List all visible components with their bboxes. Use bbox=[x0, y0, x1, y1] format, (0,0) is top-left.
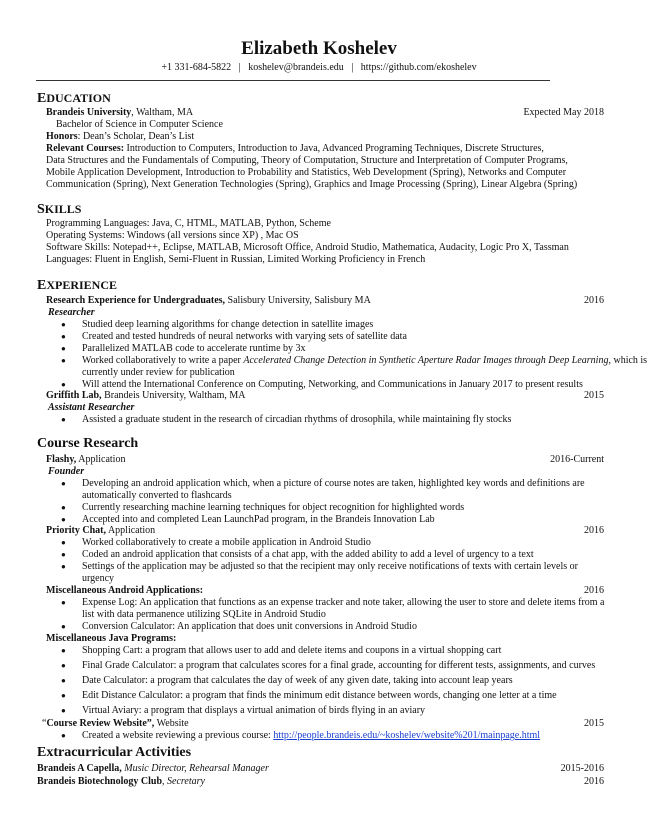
project-flashy-date: 2016-Current bbox=[550, 454, 604, 465]
java-bullet-5: Virtual Aviary: a program that displays a virtual animation of birds flying in an aviary bbox=[82, 705, 426, 716]
courses-line-2: Data Structures and the Fundamentals of Computing, Theory of Computation, Structure and Interpretation of Computer Programs, bbox=[46, 155, 568, 166]
project-website-line: “Course Review Website”, Website bbox=[42, 718, 189, 729]
bullet-icon: ● bbox=[61, 598, 66, 607]
bullet-icon: ● bbox=[61, 706, 66, 715]
bullet-icon: ● bbox=[61, 479, 66, 488]
contact-line bbox=[0, 62, 638, 73]
misc-android-title: Miscellaneous Android Applications: bbox=[46, 585, 204, 596]
job1-bullet-3: Parallelized MATLAB code to accelerate runtime by 3x bbox=[82, 343, 306, 354]
flashy-bullet-1-cont: automatically converted to flashcards bbox=[82, 490, 232, 501]
school-name: Brandeis University bbox=[46, 107, 132, 118]
android-bullet-1: Expense Log: An application that functions as an expense tracker and note taker, allowing the user to store and delete items from a bbox=[82, 597, 605, 608]
course-research-heading: Course Research bbox=[37, 436, 139, 451]
honors-line: Honors: Dean’s Scholar, Dean’s List bbox=[46, 131, 195, 142]
bullet-icon: ● bbox=[61, 538, 66, 547]
job1-bullet-5: Will attend the International Conference on Computing, Networking, and Communications in January 2017 to present results bbox=[82, 379, 583, 390]
bullet-icon: ● bbox=[61, 344, 66, 353]
job1-bullet-2: Created and tested hundreds of neural networks with varying sets of satellite data bbox=[82, 331, 407, 342]
flashy-bullet-3: Accepted into and completed Lean LaunchPad program, in the Brandeis Innovation Lab bbox=[82, 514, 435, 525]
project-website-date: 2015 bbox=[584, 718, 604, 729]
email-link[interactable]: koshelev@brandeis.edu bbox=[248, 62, 344, 73]
courses-line-3: Mobile Application Development, Introduction to Probability and Statistics, Web Development (Spring), Networks and Computer bbox=[46, 167, 567, 178]
website-bullet-1: Created a website reviewing a previous course: http://people.brandeis.edu/~koshelev/website%201/mainpage.html bbox=[82, 730, 541, 741]
job2-date: 2015 bbox=[584, 390, 604, 401]
skills-line-2: Operating Systems: Windows (all versions since XP) , Mac OS bbox=[46, 230, 299, 241]
bullet-icon: ● bbox=[61, 356, 66, 365]
project-priority-chat-line: Priority Chat, Application bbox=[46, 525, 156, 536]
misc-java-title: Miscellaneous Java Programs: bbox=[46, 633, 177, 644]
bullet-icon: ● bbox=[61, 415, 66, 424]
android-bullet-1-cont: list with data permanence utilizing SQLite in Android Studio bbox=[82, 609, 326, 620]
bullet-icon: ● bbox=[61, 380, 66, 389]
header-divider bbox=[36, 80, 550, 81]
course-website-link[interactable]: http://people.brandeis.edu/~koshelev/website%201/mainpage.html bbox=[273, 730, 541, 741]
priority-bullet-3: Settings of the application may be adjusted so that the recipient may only receive notifications of texts with certain levels or bbox=[82, 561, 578, 572]
activity-acapella-line: Brandeis A Capella, Music Director, Rehearsal Manager bbox=[37, 763, 269, 774]
courses-line-1: Relevant Courses: Introduction to Computers, Introduction to Java, Advanced Programing Techniques, Discrete Structures, bbox=[46, 143, 544, 154]
degree: Bachelor of Science in Computer Science bbox=[56, 119, 223, 130]
skills-heading: SKILLS bbox=[37, 202, 82, 217]
flashy-bullet-1: Developing an android application which, when a picture of course notes are taken, highlighted key words and definitions are bbox=[82, 478, 585, 489]
bullet-icon: ● bbox=[61, 646, 66, 655]
candidate-name: Elizabeth Koshelev bbox=[241, 38, 397, 59]
skills-line-1: Programming Languages: Java, C, HTML, MATLAB, Python, Scheme bbox=[46, 218, 331, 229]
job2-bullet-1: Assisted a graduate student in the research of circadian rhythms of drosophila, while maintaining fly stocks bbox=[82, 414, 512, 425]
bullet-icon: ● bbox=[61, 731, 66, 740]
job1-bullet-4: Worked collaboratively to write a paper Accelerated Change Detection in Synthetic Aperture Radar Images through Deep Learning, which is bbox=[82, 355, 647, 366]
job1-bullet-1: Studied deep learning algorithms for change detection in satellite images bbox=[82, 319, 374, 330]
education-heading: EDUCATION bbox=[37, 91, 111, 106]
project-priority-chat-date: 2016 bbox=[584, 525, 604, 536]
priority-bullet-3-cont: urgency bbox=[82, 573, 115, 584]
project-flashy-role: Founder bbox=[48, 466, 85, 477]
courses-line-4: Communication (Spring), Next Generation Technologies (Spring), Graphics and Image Processing (Spring), Linear Algebra (Spring) bbox=[46, 179, 578, 190]
skills-line-4: Languages: Fluent in English, Semi-Fluent in Russian, Limited Working Proficiency in French bbox=[46, 254, 426, 265]
education-date: Expected May 2018 bbox=[523, 107, 604, 118]
extracurricular-heading: Extracurricular Activities bbox=[37, 745, 192, 760]
job2-line: Griffith Lab, Brandeis University, Waltham, MA bbox=[46, 390, 246, 401]
experience-heading: EXPERIENCE bbox=[37, 278, 118, 293]
bullet-icon: ● bbox=[61, 515, 66, 524]
java-bullet-3: Date Calculator: a program that calculates the day of week of any given date, taking into account leap years bbox=[82, 675, 513, 686]
priority-bullet-2: Coded an android application that consists of a chat app, with the added ability to add a level of urgency to a text bbox=[82, 549, 534, 560]
java-bullet-4: Edit Distance Calculator: a program that finds the minimum edit distance between words, changing one letter at a time bbox=[82, 690, 557, 701]
activity-acapella-date: 2015-2016 bbox=[560, 763, 604, 774]
project-flashy-line: Flashy, Application bbox=[46, 454, 126, 465]
bullet-icon: ● bbox=[61, 503, 66, 512]
education-school-line: Brandeis University, Waltham, MA bbox=[46, 107, 194, 118]
job1-date: 2016 bbox=[584, 295, 604, 306]
paper-title: Accelerated Change Detection in Synthetic Aperture Radar Images through Deep Learning bbox=[243, 355, 609, 366]
priority-bullet-1: Worked collaboratively to create a mobile application in Android Studio bbox=[82, 537, 371, 548]
java-bullet-2: Final Grade Calculator: a program that calculates scores for a final grade, accounting for different tests, assignments, and curves bbox=[82, 660, 596, 671]
activity-biotech-date: 2016 bbox=[584, 776, 604, 787]
bullet-icon: ● bbox=[61, 622, 66, 631]
phone: +1 331-684-5822 bbox=[161, 62, 232, 73]
bullet-icon: ● bbox=[61, 320, 66, 329]
skills-line-3: Software Skills: Notepad++, Eclipse, MATLAB, Microsoft Office, Android Studio, Mathematica, Audacity, Logic Pro X, Tassman bbox=[46, 242, 569, 253]
android-bullet-2: Conversion Calculator: An application that does unit conversions in Android Studio bbox=[82, 621, 417, 632]
separator: | bbox=[238, 62, 241, 73]
job1-bullet-4-cont: currently under review for publication bbox=[82, 367, 235, 378]
github-link[interactable]: https://github.com/ekoshelev bbox=[360, 62, 477, 73]
bullet-icon: ● bbox=[61, 691, 66, 700]
bullet-icon: ● bbox=[61, 562, 66, 571]
misc-android-date: 2016 bbox=[584, 585, 604, 596]
activity-biotech-line: Brandeis Biotechnology Club, Secretary bbox=[37, 776, 205, 787]
bullet-icon: ● bbox=[61, 332, 66, 341]
job1-role: Researcher bbox=[48, 307, 95, 318]
bullet-icon: ● bbox=[61, 661, 66, 670]
separator: | bbox=[351, 62, 354, 73]
bullet-icon: ● bbox=[61, 676, 66, 685]
java-bullet-1: Shopping Cart: a program that allows user to add and delete items and coupons in a virtual shopping cart bbox=[82, 645, 502, 656]
flashy-bullet-2: Currently researching machine learning techniques for object recognition for highlighted words bbox=[82, 502, 465, 513]
job2-role: Assistant Researcher bbox=[48, 402, 135, 413]
job1-line: Research Experience for Undergraduates, Salisbury University, Salisbury MA bbox=[46, 295, 371, 306]
bullet-icon: ● bbox=[61, 550, 66, 559]
